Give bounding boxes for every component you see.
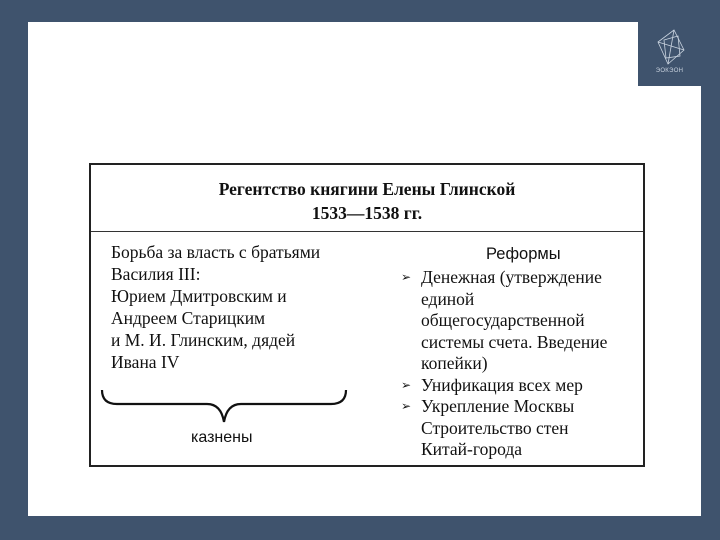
text-line: Китай-города xyxy=(421,439,523,459)
title-divider xyxy=(91,231,643,232)
text-line: системы счета. Введение xyxy=(421,331,608,352)
geometric-logo-icon xyxy=(638,22,701,86)
table-title: Регентство княгини Елены Глинской xyxy=(218,179,516,199)
power-struggle-text xyxy=(111,241,320,373)
text-line: Укрепление Москвы xyxy=(421,396,575,416)
text-line: Андреем Старицким xyxy=(111,308,266,328)
text-line: Ивана IV xyxy=(111,352,180,372)
text-line: Строительство стен xyxy=(421,417,569,438)
list-item xyxy=(401,267,607,375)
arrow-bullet-icon: ➢ xyxy=(401,399,412,413)
reforms-title: Реформы xyxy=(486,245,561,263)
text-line: общегосударственной xyxy=(421,310,585,330)
slide xyxy=(28,22,701,516)
regency-table xyxy=(89,163,645,467)
text-line: копейки) xyxy=(421,353,488,373)
text-line: единой xyxy=(421,288,475,309)
table-dates: 1533—1538 гг. xyxy=(311,203,423,223)
list-item xyxy=(401,375,607,397)
text-line: Борьба за власть с братьями xyxy=(111,242,321,262)
text-line: Денежная (утверждение xyxy=(421,267,602,287)
reforms-list xyxy=(401,267,607,461)
arrow-bullet-icon: ➢ xyxy=(401,270,412,284)
text-line: Унификация всех мер xyxy=(421,374,583,395)
curly-brace-icon xyxy=(99,388,349,430)
text-line: Юрием Дмитровским и xyxy=(111,286,287,306)
logo xyxy=(638,22,701,86)
text-line: Василия III: xyxy=(111,264,201,284)
executed-caption: казнены xyxy=(191,429,253,446)
logo-text: ЭОКЭОН xyxy=(655,68,684,74)
arrow-bullet-icon: ➢ xyxy=(401,377,412,392)
text-line: и М. И. Глинским, дядей xyxy=(111,330,296,350)
list-item xyxy=(401,396,607,461)
